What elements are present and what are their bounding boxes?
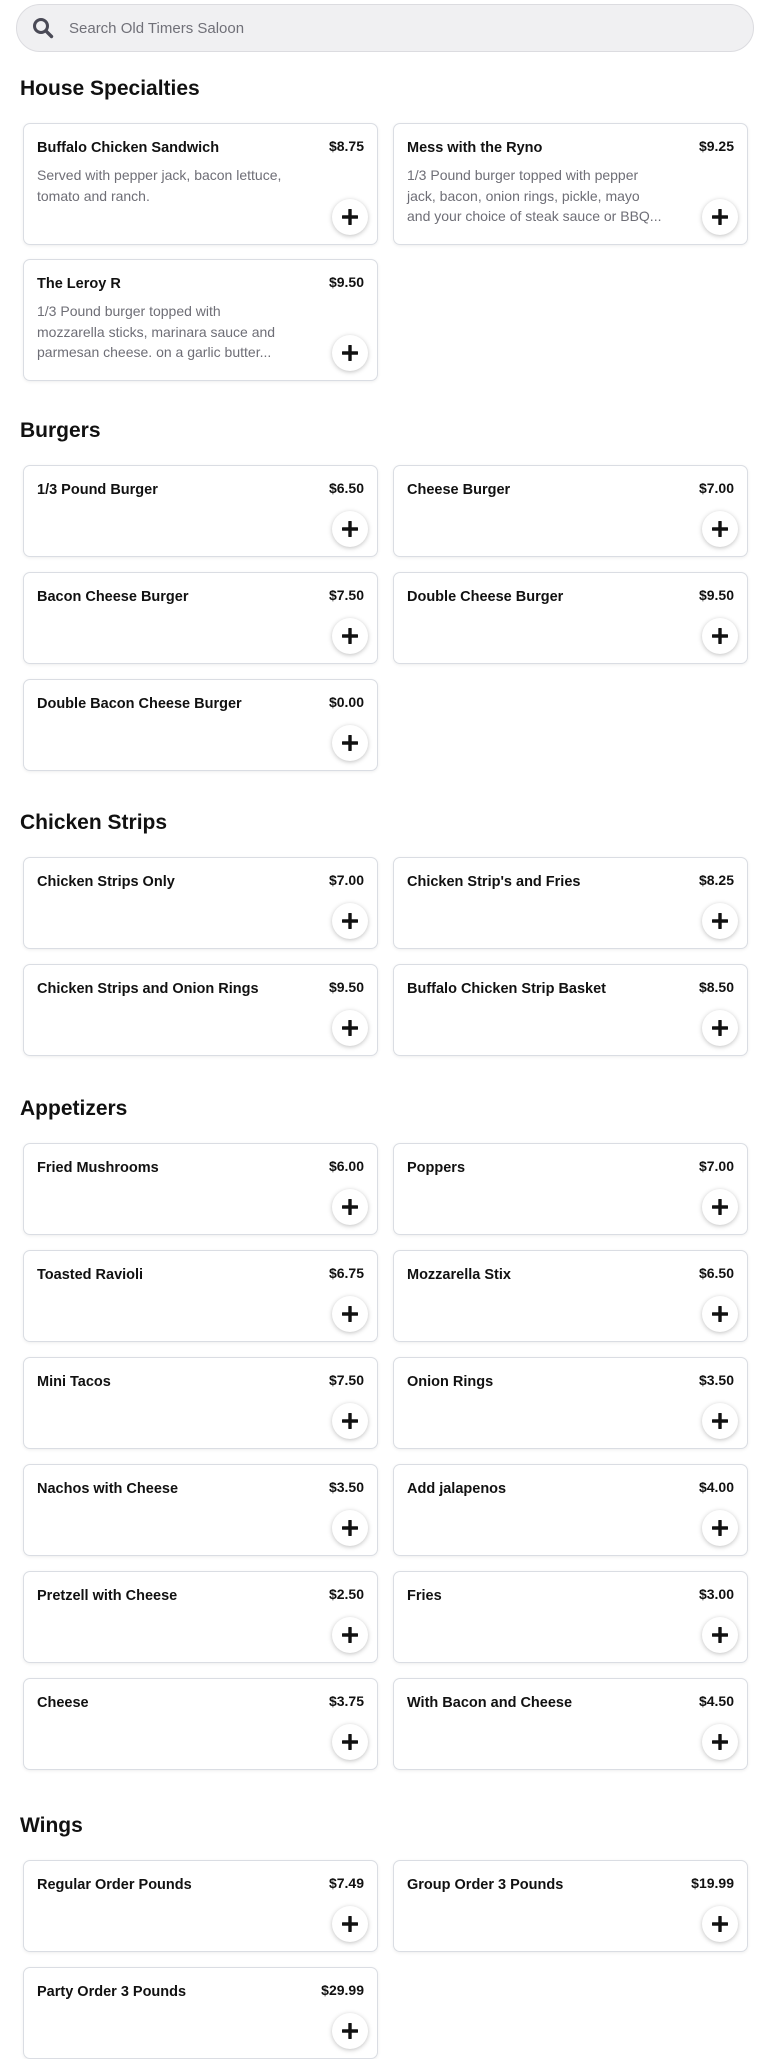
- item-price: $9.25: [698, 138, 734, 154]
- add-item-button[interactable]: [332, 1296, 368, 1332]
- add-item-button[interactable]: [332, 903, 368, 939]
- add-item-button[interactable]: [702, 1403, 738, 1439]
- item-price: $4.00: [698, 1479, 734, 1495]
- item-name: Fries: [407, 1588, 442, 1604]
- item-name: Fried Mushrooms: [37, 1160, 159, 1176]
- add-item-button[interactable]: [332, 1010, 368, 1046]
- add-item-button[interactable]: [332, 1724, 368, 1760]
- menu-item-card[interactable]: [23, 1571, 378, 1663]
- item-price: $3.75: [328, 1693, 364, 1709]
- item-name: Nachos with Cheese: [37, 1481, 179, 1497]
- item-name: Double Cheese Burger: [407, 589, 564, 605]
- add-item-button[interactable]: [332, 1189, 368, 1225]
- item-price: $8.75: [328, 138, 364, 154]
- item-price: $0.00: [328, 694, 364, 710]
- item-name: Chicken Strips and Onion Rings: [37, 981, 259, 997]
- menu-item-card[interactable]: [393, 123, 748, 245]
- add-item-button[interactable]: [702, 1189, 738, 1225]
- item-name: Poppers: [407, 1160, 466, 1176]
- item-name: Chicken Strip's and Fries: [407, 874, 581, 890]
- item-name: 1/3 Pound Burger: [37, 482, 158, 498]
- menu-item-card[interactable]: [23, 1357, 378, 1449]
- plus-icon: [341, 1626, 359, 1644]
- menu-item-card[interactable]: [393, 857, 748, 949]
- item-name: The Leroy R: [37, 276, 121, 292]
- item-price: $3.50: [328, 1479, 364, 1495]
- add-item-button[interactable]: [702, 903, 738, 939]
- menu-item-card[interactable]: [23, 1678, 378, 1770]
- plus-icon: [711, 1733, 729, 1751]
- item-name: Onion Rings: [407, 1374, 494, 1390]
- plus-icon: [341, 1733, 359, 1751]
- item-description-line: jack, bacon, onion rings, pickle, mayo: [407, 187, 640, 204]
- plus-icon: [711, 627, 729, 645]
- item-description: [37, 301, 307, 363]
- item-name: Chicken Strips Only: [37, 874, 175, 890]
- plus-icon: [711, 1019, 729, 1037]
- menu-item-card[interactable]: [23, 572, 378, 664]
- plus-icon: [711, 1198, 729, 1216]
- menu-item-card[interactable]: [393, 572, 748, 664]
- item-price: $7.50: [328, 1372, 364, 1388]
- add-item-button[interactable]: [332, 199, 368, 235]
- item-price: $6.75: [328, 1265, 364, 1281]
- item-price: $29.99: [321, 1982, 364, 1998]
- item-price: $3.50: [698, 1372, 734, 1388]
- menu-item-card[interactable]: [393, 1464, 748, 1556]
- add-item-button[interactable]: [332, 1906, 368, 1942]
- item-name: Regular Order Pounds: [37, 1877, 192, 1893]
- item-description-line: 1/3 Pound burger topped with pepper: [407, 167, 639, 183]
- search-input[interactable]: [69, 5, 753, 51]
- section-title: Chicken Strips: [20, 811, 168, 834]
- menu-item-card[interactable]: [393, 1143, 748, 1235]
- item-description: [37, 165, 307, 206]
- menu-item-card[interactable]: [23, 679, 378, 771]
- add-item-button[interactable]: [702, 618, 738, 654]
- plus-icon: [711, 1412, 729, 1430]
- plus-icon: [711, 1305, 729, 1323]
- item-description-line: 1/3 Pound burger topped with: [37, 303, 221, 319]
- menu-item-card[interactable]: [393, 1860, 748, 1952]
- plus-icon: [711, 912, 729, 930]
- item-price: $7.50: [328, 587, 364, 603]
- menu-item-card[interactable]: [23, 259, 378, 381]
- item-price: $7.00: [328, 872, 364, 888]
- menu-item-card[interactable]: [393, 1678, 748, 1770]
- plus-icon: [341, 1305, 359, 1323]
- item-description-line: mozzarella sticks, marinara sauce and: [37, 323, 276, 340]
- plus-icon: [341, 208, 359, 226]
- item-description-line: Served with pepper jack, bacon lettuce,: [37, 167, 282, 183]
- item-price: $2.50: [328, 1586, 364, 1602]
- item-name: Add jalapenos: [407, 1481, 507, 1497]
- section-title: Appetizers: [20, 1097, 128, 1120]
- item-price: $7.00: [698, 480, 734, 496]
- plus-icon: [711, 208, 729, 226]
- add-item-button[interactable]: [702, 1724, 738, 1760]
- menu-item-card[interactable]: [23, 1143, 378, 1235]
- add-item-button[interactable]: [702, 199, 738, 235]
- plus-icon: [341, 1915, 359, 1933]
- item-price: $9.50: [328, 274, 364, 290]
- plus-icon: [711, 520, 729, 538]
- item-name: Mess with the Ryno: [407, 140, 543, 156]
- item-price: $8.25: [698, 872, 734, 888]
- add-item-button[interactable]: [332, 335, 368, 371]
- item-price: $7.00: [698, 1158, 734, 1174]
- item-description-line: parmesan cheese. on a garlic butter...: [37, 344, 272, 360]
- plus-icon: [711, 1519, 729, 1537]
- plus-icon: [341, 627, 359, 645]
- item-name: Group Order 3 Pounds: [407, 1877, 564, 1893]
- item-name: Toasted Ravioli: [37, 1267, 144, 1283]
- menu-item-card[interactable]: [393, 1571, 748, 1663]
- plus-icon: [341, 1412, 359, 1430]
- add-item-button[interactable]: [332, 511, 368, 547]
- add-item-button[interactable]: [332, 1403, 368, 1439]
- add-item-button[interactable]: [702, 1617, 738, 1653]
- item-price: $9.50: [698, 587, 734, 603]
- item-price: $6.50: [328, 480, 364, 496]
- menu-item-card[interactable]: [393, 1357, 748, 1449]
- item-name: Party Order 3 Pounds: [37, 1984, 187, 2000]
- add-item-button[interactable]: [332, 1510, 368, 1546]
- add-item-button[interactable]: [702, 1510, 738, 1546]
- item-price: $6.50: [698, 1265, 734, 1281]
- add-item-button[interactable]: [332, 725, 368, 761]
- add-item-button[interactable]: [332, 1617, 368, 1653]
- item-description: [407, 165, 677, 227]
- menu-item-card[interactable]: [23, 857, 378, 949]
- add-item-button[interactable]: [702, 1906, 738, 1942]
- menu-item-card[interactable]: [23, 123, 378, 245]
- item-price: $19.99: [691, 1875, 734, 1891]
- add-item-button[interactable]: [702, 1010, 738, 1046]
- section-title: Burgers: [20, 419, 101, 442]
- item-name: Pretzell with Cheese: [37, 1588, 178, 1604]
- menu-item-card[interactable]: [23, 465, 378, 557]
- add-item-button[interactable]: [702, 1296, 738, 1332]
- plus-icon: [341, 1019, 359, 1037]
- item-name: Bacon Cheese Burger: [37, 589, 189, 605]
- item-name: Buffalo Chicken Sandwich: [37, 140, 220, 156]
- item-price: $6.00: [328, 1158, 364, 1174]
- plus-icon: [341, 1519, 359, 1537]
- plus-icon: [341, 1198, 359, 1216]
- add-item-button[interactable]: [332, 2013, 368, 2049]
- menu-item-card[interactable]: [23, 1464, 378, 1556]
- plus-icon: [711, 1915, 729, 1933]
- menu-item-card[interactable]: [393, 465, 748, 557]
- section-title: House Specialties: [20, 77, 200, 100]
- menu-item-card[interactable]: [393, 964, 748, 1056]
- item-description-line: tomato and ranch.: [37, 187, 150, 204]
- add-item-button[interactable]: [332, 618, 368, 654]
- menu-item-card[interactable]: [23, 1860, 378, 1952]
- add-item-button[interactable]: [702, 511, 738, 547]
- menu-item-card[interactable]: [393, 1250, 748, 1342]
- plus-icon: [341, 734, 359, 752]
- item-name: With Bacon and Cheese: [407, 1695, 573, 1711]
- plus-icon: [341, 2022, 359, 2040]
- search-icon: [31, 16, 55, 40]
- plus-icon: [711, 1626, 729, 1644]
- item-price: $3.00: [698, 1586, 734, 1602]
- plus-icon: [341, 344, 359, 362]
- item-description-line: and your choice of steak sauce or BBQ...: [407, 208, 662, 224]
- item-price: $7.49: [328, 1875, 364, 1891]
- plus-icon: [341, 912, 359, 930]
- item-price: $9.50: [328, 979, 364, 995]
- item-name: Mini Tacos: [37, 1374, 111, 1390]
- item-price: $8.50: [698, 979, 734, 995]
- menu-item-card[interactable]: [23, 1967, 378, 2059]
- item-name: Double Bacon Cheese Burger: [37, 696, 242, 712]
- item-name: Cheese Burger: [407, 482, 511, 498]
- menu-item-card[interactable]: [23, 1250, 378, 1342]
- search-bar[interactable]: [16, 4, 754, 52]
- section-title: Wings: [20, 1814, 83, 1837]
- plus-icon: [341, 520, 359, 538]
- item-name: Mozzarella Stix: [407, 1267, 511, 1283]
- item-price: $4.50: [698, 1693, 734, 1709]
- menu-item-card[interactable]: [23, 964, 378, 1056]
- item-name: Cheese: [37, 1695, 89, 1711]
- item-name: Buffalo Chicken Strip Basket: [407, 981, 607, 997]
